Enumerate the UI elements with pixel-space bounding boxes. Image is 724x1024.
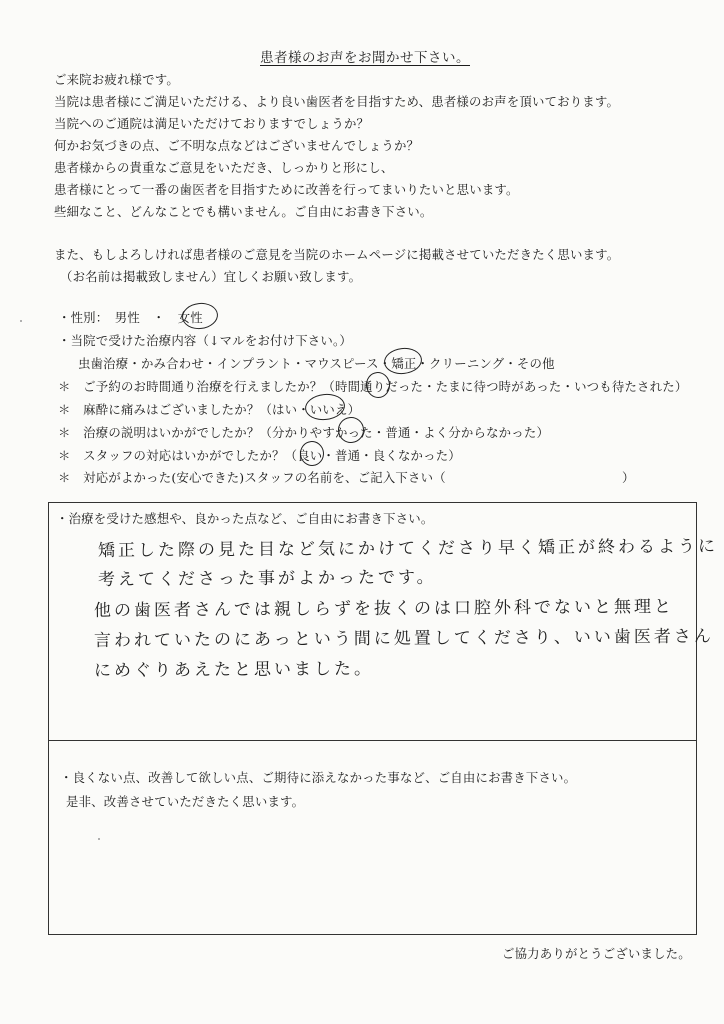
intro-line: ご来院お疲れ様です。 <box>54 72 179 87</box>
explanation-question: ＊ 治療の説明はいかがでしたか？（分かりやすかった・普通・よく分からなかった） <box>58 425 550 440</box>
intro-line: 患者様にとって一番の歯医者を目指すために改善を行ってまいりたいと思います。 <box>54 182 519 197</box>
intro-line: 患者様からの貴重なご意見をいただき、しっかりと形にし、 <box>54 160 394 175</box>
bad-points-subheading: 是非、改善させていただきたく思います。 <box>66 794 305 809</box>
thanks-note: ご協力ありがとうございました。 <box>502 946 691 961</box>
permission-line: また、もしよろしければ患者様のご意見を当院のホームページに掲載させていただきたく思います。 <box>54 247 620 262</box>
treatment-options: 虫歯治療・かみ合わせ・インプラント・マウスピース・矯正・クリーニング・その他 <box>78 356 555 371</box>
scan-speck <box>20 320 22 322</box>
good-points-heading: ・治療を受けた感想や、良かった点など、ご自由にお書き下さい。 <box>56 511 434 526</box>
appointment-question: ＊ ご予約のお時間通り治療を行えましたか？（時間通りだった・たまに待つ時があった・いつも待たされた） <box>58 379 688 394</box>
treatment-question: ・当院で受けた治療内容（↓マルをお付け下さい。） <box>58 333 352 348</box>
staff-question: ＊ スタッフの対応はいかがでしたか？（良い・普通・良くなかった） <box>58 448 461 463</box>
gender-question: ・性別： 男性 ・ 女性 <box>58 310 203 325</box>
handwritten-line: 言われていたのにあっという間に処置してくださり、いい歯医者さん <box>93 626 714 651</box>
scan-speck <box>98 838 100 840</box>
permission-line: （お名前は掲載致しません）宜しくお願い致します。 <box>60 269 362 284</box>
intro-line: 当院へのご通院は満足いただけておりますでしょうか？ <box>54 116 370 131</box>
handwritten-line: にめぐりあえたと思いました。 <box>93 659 375 681</box>
intro-line: 何かお気づきの点、ご不明な点などはございませんでしょうか？ <box>54 138 420 153</box>
handwritten-line: 矯正した際の見た目など気にかけてくださり早く矯正が終わるように <box>97 536 719 561</box>
page-title: 患者様のお声をお聞かせ下さい。 <box>260 50 470 66</box>
bad-points-heading: ・良くない点、改善して欲しい点、ご期待に添えなかった事など、ご自由にお書き下さい。 <box>60 770 577 785</box>
handwritten-line: 考えてくださった事がよかったです。 <box>97 567 437 590</box>
anesthesia-question: ＊ 麻酔に痛みはございましたか？（はい・いいえ） <box>58 402 361 417</box>
intro-line: 些細なこと、どんなことでも構いません。ご自由にお書き下さい。 <box>54 204 433 219</box>
intro-line: 当院は患者様にご満足いただける、より良い歯医者を目指すため、患者様のお声を頂いております。 <box>54 94 620 109</box>
handwritten-line: 他の歯医者さんでは親しらずを抜くのは口腔外科でないと無理と <box>93 596 675 621</box>
staff-name-question: ＊ 対応がよかった(安心できた)スタッフの名前を、ご記入下さい（ ） <box>58 470 635 485</box>
